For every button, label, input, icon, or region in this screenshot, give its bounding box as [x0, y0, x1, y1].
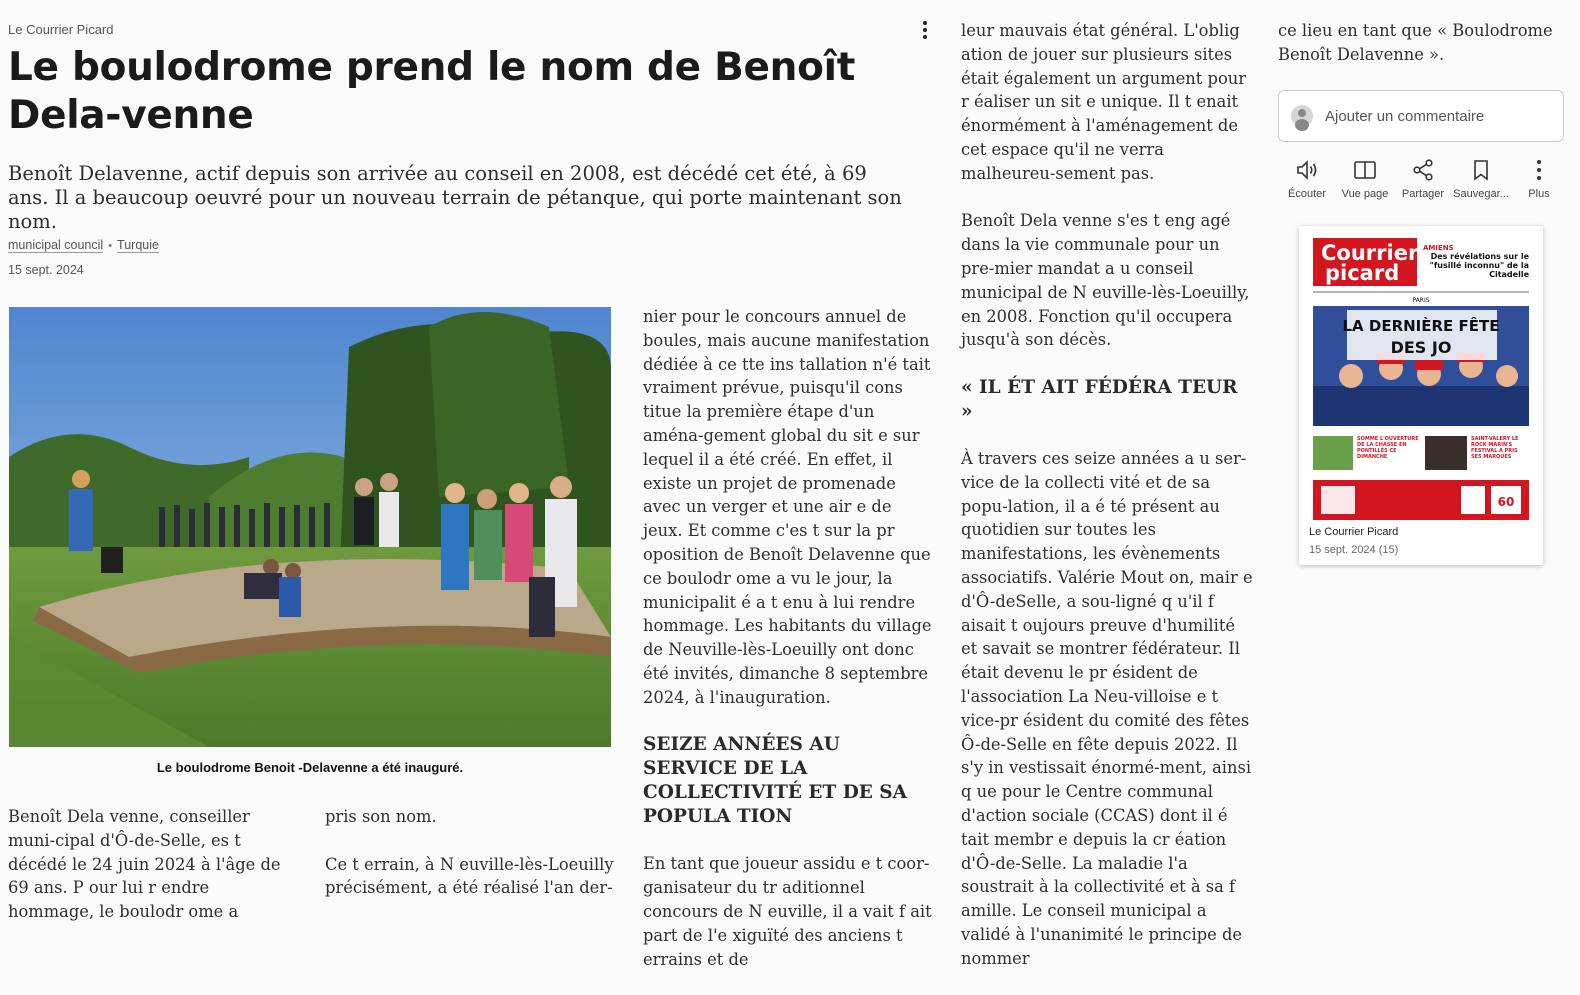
photo-caption: Le boulodrome Benoit -Delavenne a été inauguré.: [156, 760, 464, 775]
paragraph: Benoît Dela venne s'es t eng agé dans la vie communale pour un pre-mier mandat a u conseil municipal de N euville-lès-Loeuilly, en 2008. Fonction qu'il occupera jusqu'à son décès.: [961, 211, 1250, 350]
newspaper-cover: [1311, 236, 1531, 528]
paper-place: PARIS: [1412, 297, 1430, 304]
paragraph: Ce t errain, à N euville-lès-Loeuilly précisément, a été réalisé l'an der-: [325, 854, 614, 898]
paragraph: En tant que joueur assidu e t coor-ganisateur du tr aditionnel concours de N euville, il a vait f ait part de l'e xiguïté des anciens t errains et de: [643, 854, 932, 969]
listen-button[interactable]: [1278, 157, 1336, 200]
paper-name: Le Courrier Picard: [1309, 526, 1399, 538]
share-label: Partager: [1401, 188, 1445, 200]
tag-turquie[interactable]: Turquie: [117, 238, 159, 252]
share-button[interactable]: [1394, 157, 1452, 200]
paragraph: ce lieu en tant que « Boulodrome Benoît Delavenne ».: [1278, 21, 1553, 64]
article-photo: [9, 307, 611, 747]
page-view-button[interactable]: [1336, 157, 1394, 200]
newspaper-edition-card[interactable]: [1299, 226, 1543, 565]
paragraph: leur mauvais état général. L'oblig ation de jouer sur plusieurs sites était également un argument pour r éaliser un sit e unique. Il t enait énormément à l'aménagement de cet espace qu'il ne verra malheureu-sement pas.: [961, 21, 1247, 183]
more-label: Plus: [1528, 188, 1550, 200]
topic-tags: [8, 238, 159, 253]
comment-input[interactable]: [1278, 90, 1564, 142]
more-vertical-icon: [1526, 157, 1552, 183]
paper-count: (15): [1378, 544, 1399, 556]
article-actions: [1278, 157, 1568, 200]
article-column-1: [8, 805, 296, 948]
page-view-icon: [1352, 157, 1378, 183]
article-dek: Benoît Delavenne, actif depuis son arrivée au conseil en 2008, est décédé cet été, à 69 ans. Il a beaucoup oeuvré pour un nouveau terrain de pétanque, qui porte maintenant son nom.: [8, 162, 902, 233]
more-button[interactable]: [1510, 157, 1568, 200]
more-options-icon[interactable]: [916, 20, 934, 40]
publish-date: 15 sept. 2024: [8, 263, 84, 277]
paper-footer-badge: 60: [1497, 495, 1515, 509]
comment-placeholder: Ajouter un commentaire: [1325, 107, 1485, 125]
avatar-icon: [1291, 105, 1313, 127]
paper-date: [1309, 544, 1398, 556]
tag-municipal-council[interactable]: municipal council: [8, 238, 104, 252]
page-view-label: Vue page: [1341, 188, 1389, 200]
share-icon: [1410, 157, 1436, 183]
article-column-4: [961, 19, 1253, 994]
paragraph: nier pour le concours annuel de boules, mais aucune manifestation dédiée à ce tte ins tallation n'é tait vraiment prévue, puisqu'il cons titue la première étape d'un aména-gement global du sit e sur lequel il a été créé. En effet, il existe un projet de promenade avec un verger et une air e de jeux. Et comme c'es t sur la pr oposition de Benoît Delavenne que ce boulodr ome a vu le jour, la municipalit é a t enu à lui rendre hommage. Les habitants du village de Neuville-lès-Loeuilly ont donc été invités, dimanche 8 septembre 2024, à l'inauguration.: [643, 307, 932, 707]
speaker-icon: [1294, 157, 1320, 183]
paragraph: pris son nom.: [325, 807, 437, 826]
save-label: Sauvegar...: [1453, 188, 1509, 200]
article-column-2: [325, 805, 615, 924]
bookmark-icon: [1468, 157, 1494, 183]
save-button[interactable]: [1452, 157, 1510, 200]
article-column-3: [643, 305, 935, 995]
source-name: Le Courrier Picard: [8, 22, 114, 37]
paragraph: Benoît Dela venne, conseiller muni-cipal d'Ô-de-Selle, es t décédé le 24 juin 2024 à l'âge de 69 ans. P our lui r endre hommage, le boulodr ome a: [8, 807, 281, 922]
tag-separator: •: [108, 239, 113, 252]
listen-label: Écouter: [1288, 188, 1326, 200]
paper-date-value: 15 sept. 2024: [1309, 544, 1376, 556]
paper-front-title-1: LA DERNIÈRE FÊTE: [1342, 317, 1500, 335]
section-heading: « IL ÉT AIT FÉDÉRA TEUR »: [961, 376, 1238, 422]
paper-front-title-2: DES JO: [1390, 338, 1452, 357]
paper-teaser: Des révélations sur le "fusillé inconnu" de la Citadelle: [1429, 252, 1529, 279]
paper-logo-line2: picard: [1325, 261, 1400, 285]
section-heading: SEIZE ANNÉES AU SERVICE DE LA COLLECTIVITÉ ET DE SA POPULA TION: [643, 734, 908, 828]
paper-logo-line1: Courrier: [1321, 241, 1419, 265]
article-column-5: [1278, 19, 1570, 90]
paragraph: À travers ces seize années a u ser-vice de la collecti vité et de sa popu-lation, il a é té présent au quotidien sur toutes les manifestations, les évènements associatifs. Valérie Mout on, mair e d'Ô-deSelle, a sou-ligné q u'il f aisait t oujours preuve d'humilité et savait se montrer fédérateur. Il était devenu le pr ésident de l'association La Neu-villoise e t vice-pr ésident du comité des fêtes Ô-de-Selle en fête depuis 2022. Il s'y in vestissait énormé-ment, ainsi q ue pour le Centre communal d'action sociale (CCAS) dont il é tait membr e depuis la cr éation d'Ô-de-Selle. La maladie l'a soustrait à la collectivité et à sa f amille. Le conseil municipal a validé à l'unanimité le principe de nommer: [961, 448, 1253, 968]
paper-teaser-tag: AMIENS: [1423, 244, 1454, 252]
article-headline: Le boulodrome prend le nom de Benoît Dela-venne: [8, 45, 856, 138]
paper-promo-1: SOMME L'OUVERTURE DE LA CHASSE EN PONTILLÉS CE DIMANCHE: [1357, 436, 1419, 460]
paper-promo-2: SAINT-VALERY LE ROCK MARIN'S FESTIVAL A PRIS SES MARQUES: [1471, 436, 1519, 460]
